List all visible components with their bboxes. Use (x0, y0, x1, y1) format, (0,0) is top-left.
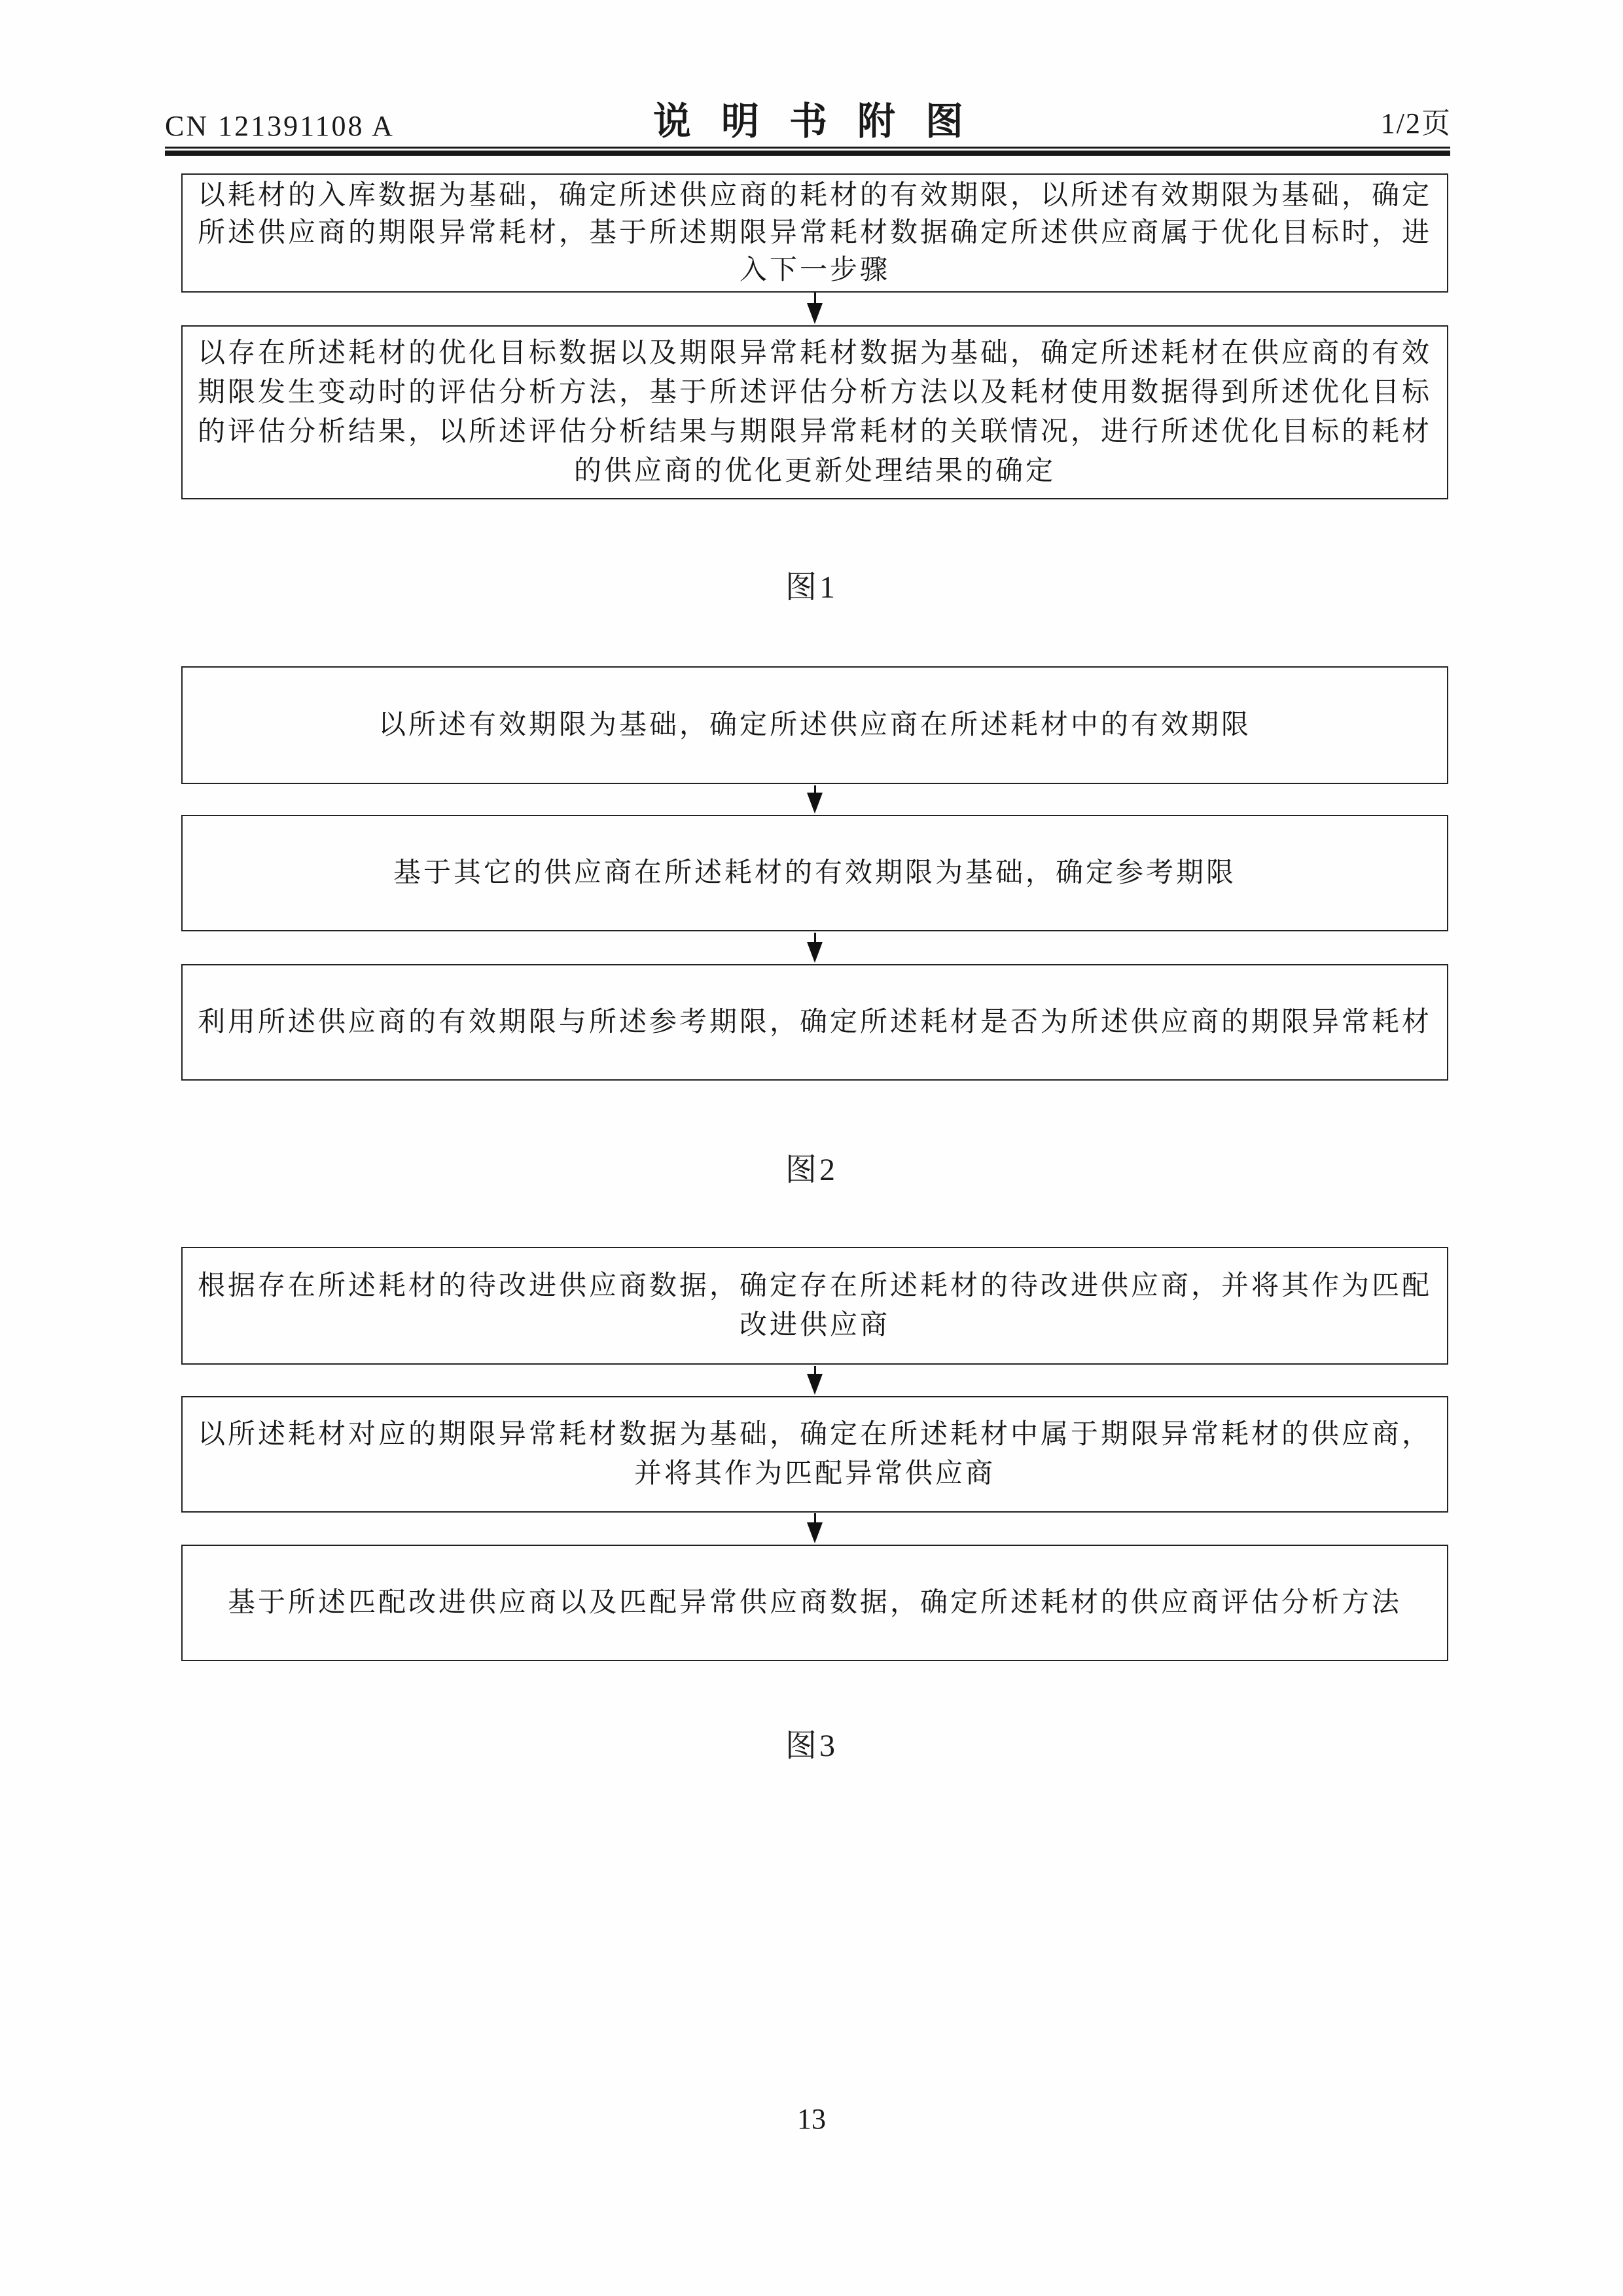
flow-step-text: 以耗材的入库数据为基础，确定所述供应商的耗材的有效期限，以所述有效期限为基础，确定所述供应商的期限异常耗材，基于所述期限异常耗材数据确定所述供应商属于优化目标时，进入下一步骤 (197, 180, 1432, 285)
document-title: 说明书附图 (652, 100, 994, 143)
header-divider-rule (165, 147, 1450, 156)
flow-step-box (181, 1396, 1448, 1513)
arrow-head (807, 1522, 823, 1543)
down-arrow-icon (807, 933, 823, 963)
flow-step-text: 以存在所述耗材的优化目标数据以及期限异常耗材数据为基础，确定所述耗材在供应商的有效期限发生变动时的评估分析方法，基于所述评估分析方法以及耗材使用数据得到所述优化目标的评估分析结果，以所述评估分析结果与期限异常耗材的关联情况，进行所述优化目标的耗材的供应商的优化更新处理结果的确定 (197, 338, 1432, 486)
down-arrow-icon (807, 293, 823, 324)
down-arrow-icon (807, 1513, 823, 1543)
flow-step-text: 基于其它的供应商在所述耗材的有效期限为基础，确定参考期限 (393, 858, 1236, 888)
arrow-stem (814, 293, 816, 303)
flow-step-box (181, 815, 1448, 931)
flow-step-text: 基于所述匹配改进供应商以及匹配异常供应商数据，确定所述耗材的供应商评估分析方法 (227, 1588, 1402, 1618)
figure-label: 图1 (785, 570, 838, 605)
arrow-head (807, 793, 823, 814)
arrow-stem (814, 785, 816, 793)
flow-step-box (181, 173, 1448, 293)
figure-label: 图2 (785, 1153, 838, 1187)
down-arrow-icon (807, 1366, 823, 1395)
flow-step-box (181, 325, 1448, 499)
arrow-stem (814, 1513, 816, 1522)
arrow-head (807, 942, 823, 963)
down-arrow-icon (807, 785, 823, 814)
patent-number: CN 121391108 A (165, 110, 395, 142)
flow-step-text: 以所述耗材对应的期限异常耗材数据为基础，确定在所述耗材中属于期限异常耗材的供应商，并将其作为匹配异常供应商 (197, 1420, 1432, 1489)
arrow-stem (814, 1366, 816, 1374)
flow-step-text: 利用所述供应商的有效期限与所述参考期限，确定所述耗材是否为所述供应商的期限异常耗材 (197, 1007, 1432, 1037)
flow-step-box (181, 1247, 1448, 1365)
arrow-head (807, 303, 823, 324)
flow-step-box (181, 1545, 1448, 1661)
flow-step-text: 根据存在所述耗材的待改进供应商数据，确定存在所述耗材的待改进供应商，并将其作为匹配改进供应商 (197, 1271, 1432, 1340)
arrow-head (807, 1374, 823, 1395)
page-indicator: 1/2页 (1380, 107, 1452, 139)
figure-label: 图3 (785, 1729, 838, 1763)
page-header (165, 98, 1452, 145)
flow-step-text: 以所述有效期限为基础，确定所述供应商在所述耗材中的有效期限 (378, 710, 1251, 740)
arrow-stem (814, 933, 816, 942)
flow-step-box (181, 666, 1448, 784)
page-number: 13 (797, 2103, 826, 2135)
flow-step-box (181, 964, 1448, 1081)
